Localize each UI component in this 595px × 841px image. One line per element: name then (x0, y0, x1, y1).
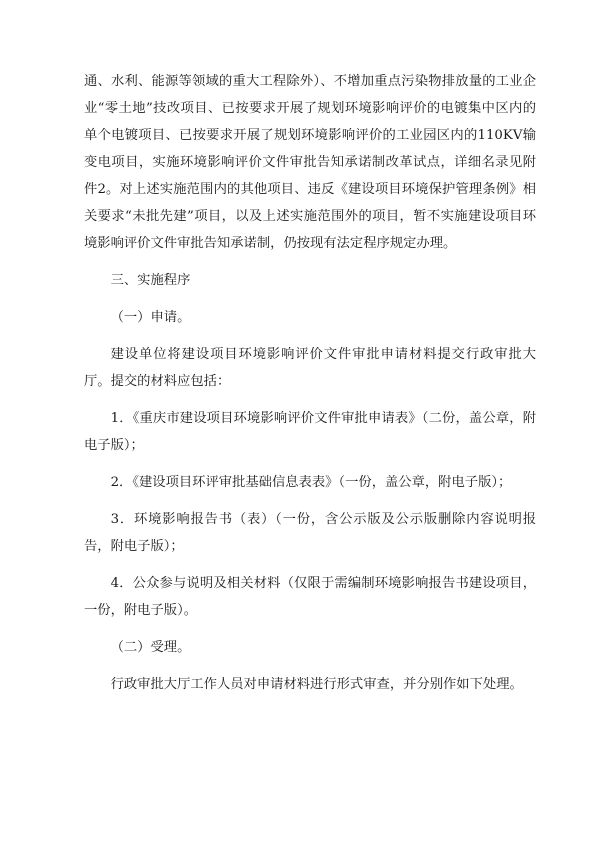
list-item-basic-info-form: 2．《建设项目环评审批基础信息表表》（一份，盖公章，附电子版）； (110, 475, 512, 490)
document-body (84, 68, 536, 708)
list-item-eia-report: 3．环境影响报告书（表）（一份，含公示版及公示版删除内容说明报告，附电子版）； (84, 512, 536, 554)
subsection-heading-application: （一）申请。 (110, 310, 191, 325)
paragraph-submission-materials: 建设单位将建设项目环境影响评价文件审批申请材料提交行政审批大厅。提交的材料应包括： (84, 347, 536, 389)
section-heading-implementation-procedure: 三、实施程序 (110, 273, 191, 288)
subsection-heading-acceptance: （二）受理。 (110, 640, 191, 655)
list-item-application-form: 1．《重庆市建设项目环境影响评价文件审批申请表》（二份，盖公章，附电子版）； (84, 411, 536, 453)
paragraph-formal-review: 行政审批大厅工作人员对申请材料进行形式审查，并分别作如下处理。 (110, 677, 523, 692)
paragraph-scope-continuation: 通、水利、能源等领域的重大工程除外）、不增加重点污染物排放量的工业企业“零土地”技改项目、已按要求开展了规划环境影响评价的电镀集中区内的单个电镀项目、已按要求开展了规划环境影响评价的工业园区内的110KV输变电项目，实施环境影响评价文件审批告知承诺制改革试点，详细名录见附件2。对上述实施范围内的其他项目、违反《建设项目环境保护管理条例》相关要求“未批先建”项目，以及上述实施范围外的项目，暂不实施建设项目环境影响评价文件审批告知承诺制，仍按现有法定程序规定办理。 (84, 74, 536, 251)
list-item-public-participation: 4．公众参与说明及相关材料（仅限于需编制环境影响报告书建设项目，一份，附电子版）。 (84, 576, 536, 618)
